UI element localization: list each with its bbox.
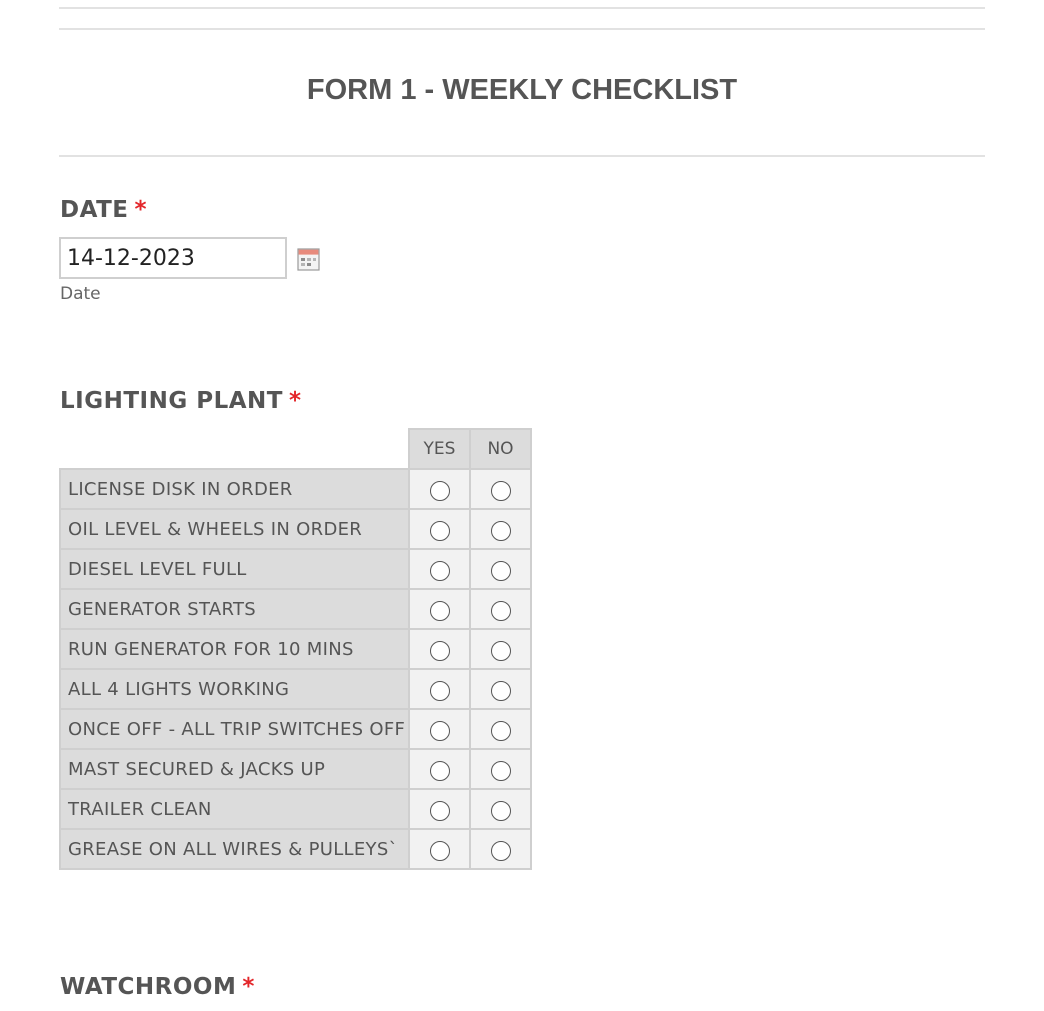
no-cell bbox=[470, 549, 531, 589]
yes-cell bbox=[409, 469, 470, 509]
no-cell bbox=[470, 709, 531, 749]
yes-cell bbox=[409, 709, 470, 749]
matrix-row bbox=[60, 469, 531, 509]
row-label: MAST SECURED & JACKS UP bbox=[60, 749, 409, 789]
row-label: GREASE ON ALL WIRES & PULLEYS` bbox=[60, 829, 409, 869]
lighting-plant-label bbox=[60, 387, 302, 415]
required-asterisk: * bbox=[242, 974, 255, 1000]
watchroom-label-text: WATCHROOM bbox=[60, 974, 237, 1000]
yes-cell bbox=[409, 629, 470, 669]
watchroom-label bbox=[60, 973, 255, 1001]
no-cell bbox=[470, 829, 531, 869]
yes-radio[interactable] bbox=[430, 641, 450, 661]
yes-radio[interactable] bbox=[430, 681, 450, 701]
yes-cell bbox=[409, 749, 470, 789]
yes-radio[interactable] bbox=[430, 841, 450, 861]
no-cell bbox=[470, 629, 531, 669]
yes-cell bbox=[409, 829, 470, 869]
yes-cell bbox=[409, 589, 470, 629]
matrix-row bbox=[60, 709, 531, 749]
column-header-no: NO bbox=[470, 429, 531, 469]
lighting-plant-matrix bbox=[59, 428, 532, 870]
matrix-row bbox=[60, 589, 531, 629]
no-cell bbox=[470, 789, 531, 829]
row-label: ONCE OFF - ALL TRIP SWITCHES OFF bbox=[60, 709, 409, 749]
header-divider-bottom bbox=[59, 155, 985, 157]
row-label: OIL LEVEL & WHEELS IN ORDER bbox=[60, 509, 409, 549]
no-radio[interactable] bbox=[491, 561, 511, 581]
no-cell bbox=[470, 589, 531, 629]
date-label-text: DATE bbox=[60, 197, 129, 223]
required-asterisk: * bbox=[134, 197, 148, 223]
no-cell bbox=[470, 509, 531, 549]
lighting-plant-label-text: LIGHTING PLANT bbox=[60, 388, 283, 414]
row-label: TRAILER CLEAN bbox=[60, 789, 409, 829]
no-radio[interactable] bbox=[491, 721, 511, 741]
yes-cell bbox=[409, 789, 470, 829]
yes-radio[interactable] bbox=[430, 801, 450, 821]
row-label: ALL 4 LIGHTS WORKING bbox=[60, 669, 409, 709]
yes-radio[interactable] bbox=[430, 721, 450, 741]
no-radio[interactable] bbox=[491, 761, 511, 781]
yes-cell bbox=[409, 509, 470, 549]
top-divider bbox=[59, 7, 985, 9]
date-sublabel: Date bbox=[60, 284, 101, 304]
header-divider-top bbox=[59, 28, 985, 30]
yes-radio[interactable] bbox=[430, 761, 450, 781]
yes-cell bbox=[409, 669, 470, 709]
yes-radio[interactable] bbox=[430, 481, 450, 501]
matrix-row bbox=[60, 669, 531, 709]
row-label: LICENSE DISK IN ORDER bbox=[60, 469, 409, 509]
date-input[interactable] bbox=[59, 237, 287, 279]
date-label bbox=[60, 196, 147, 224]
yes-radio[interactable] bbox=[430, 601, 450, 621]
matrix-row bbox=[60, 749, 531, 789]
no-radio[interactable] bbox=[491, 681, 511, 701]
column-header-yes: YES bbox=[409, 429, 470, 469]
required-asterisk: * bbox=[288, 388, 302, 414]
no-radio[interactable] bbox=[491, 601, 511, 621]
no-cell bbox=[470, 669, 531, 709]
no-radio[interactable] bbox=[491, 521, 511, 541]
matrix-row bbox=[60, 789, 531, 829]
row-label: RUN GENERATOR FOR 10 MINS bbox=[60, 629, 409, 669]
matrix-row bbox=[60, 629, 531, 669]
no-radio[interactable] bbox=[491, 641, 511, 661]
matrix-row bbox=[60, 829, 531, 869]
matrix-row bbox=[60, 549, 531, 589]
row-label: GENERATOR STARTS bbox=[60, 589, 409, 629]
no-cell bbox=[470, 469, 531, 509]
yes-cell bbox=[409, 549, 470, 589]
no-radio[interactable] bbox=[491, 841, 511, 861]
row-label: DIESEL LEVEL FULL bbox=[60, 549, 409, 589]
matrix-row bbox=[60, 509, 531, 549]
no-cell bbox=[470, 749, 531, 789]
yes-radio[interactable] bbox=[430, 561, 450, 581]
no-radio[interactable] bbox=[491, 481, 511, 501]
no-radio[interactable] bbox=[491, 801, 511, 821]
calendar-icon[interactable] bbox=[297, 248, 320, 271]
yes-radio[interactable] bbox=[430, 521, 450, 541]
form-title: FORM 1 - WEEKLY CHECKLIST bbox=[306, 74, 738, 106]
matrix-corner bbox=[60, 429, 409, 469]
